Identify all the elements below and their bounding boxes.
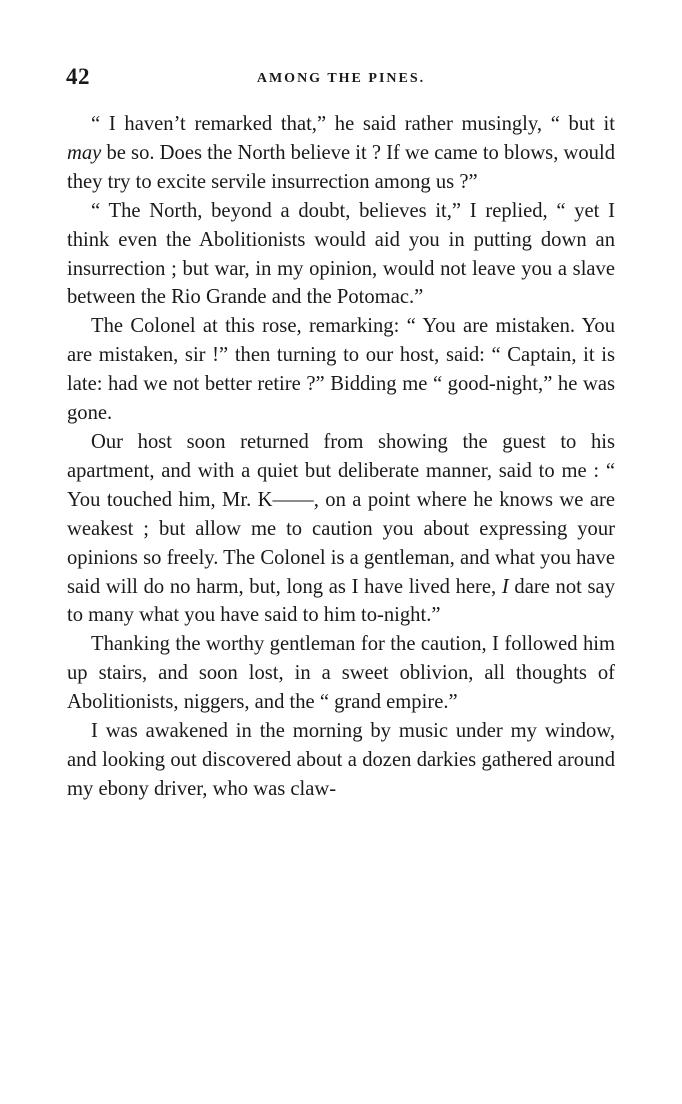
paragraph <box>67 197 615 313</box>
text-segment: be so. Does the North believe it ? If we came to blows, would they try to excite servile insurrection among us ?” <box>67 141 615 193</box>
paragraph <box>67 717 615 804</box>
text-segment: Thanking the worthy gentleman for the caution, I followed him up stairs, and soon lost, in a sweet oblivion, all thoughts of Abolitionists, niggers, and the “ grand empire.” <box>67 633 615 714</box>
italic-segment: may <box>67 141 102 164</box>
text-segment: The Colonel at this rose, remarking: “ You are mistaken. You are mistaken, sir !” then turning to our host, said: “ Captain, it is late: had we not better retire ?” Bidding me “ good-night,” he was gone. <box>67 315 615 425</box>
running-head: AMONG THE PINES. <box>256 71 426 86</box>
text-segment: Our host soon returned from showing the guest to his apartment, and with a quiet but deliberate manner, said to me : “ You touched him, Mr. K——, on a point where he knows we are weakest ; but allow me to caution you about expressing your opinions so freely. The Colonel is a gentleman, and what you have said will do no harm, but, long as I have lived here, <box>67 430 615 598</box>
page-header <box>66 64 616 90</box>
paragraph <box>67 312 615 428</box>
paragraph <box>67 110 615 197</box>
text-segment: dare not say to many what you have said to him to-night.” <box>67 575 615 627</box>
text-segment: “ I haven’t remarked that,” he said rather musingly, “ but it <box>91 113 615 135</box>
paragraph <box>67 630 615 717</box>
text-segment: “ The North, beyond a doubt, believes it,” I replied, “ yet I think even the Abolitionists would aid you in putting down an insurrection ; but war, in my opinion, would not leave you a slave between the Rio Grande and the Potomac.” <box>67 199 615 309</box>
page-number: 42 <box>66 64 90 89</box>
body-text <box>67 110 615 804</box>
text-segment: I was awakened in the morning by music under my window, and looking out discovered about a dozen darkies gathered around my ebony driver, who was claw- <box>67 720 615 800</box>
italic-segment: I <box>501 575 509 598</box>
paragraph <box>67 428 615 630</box>
